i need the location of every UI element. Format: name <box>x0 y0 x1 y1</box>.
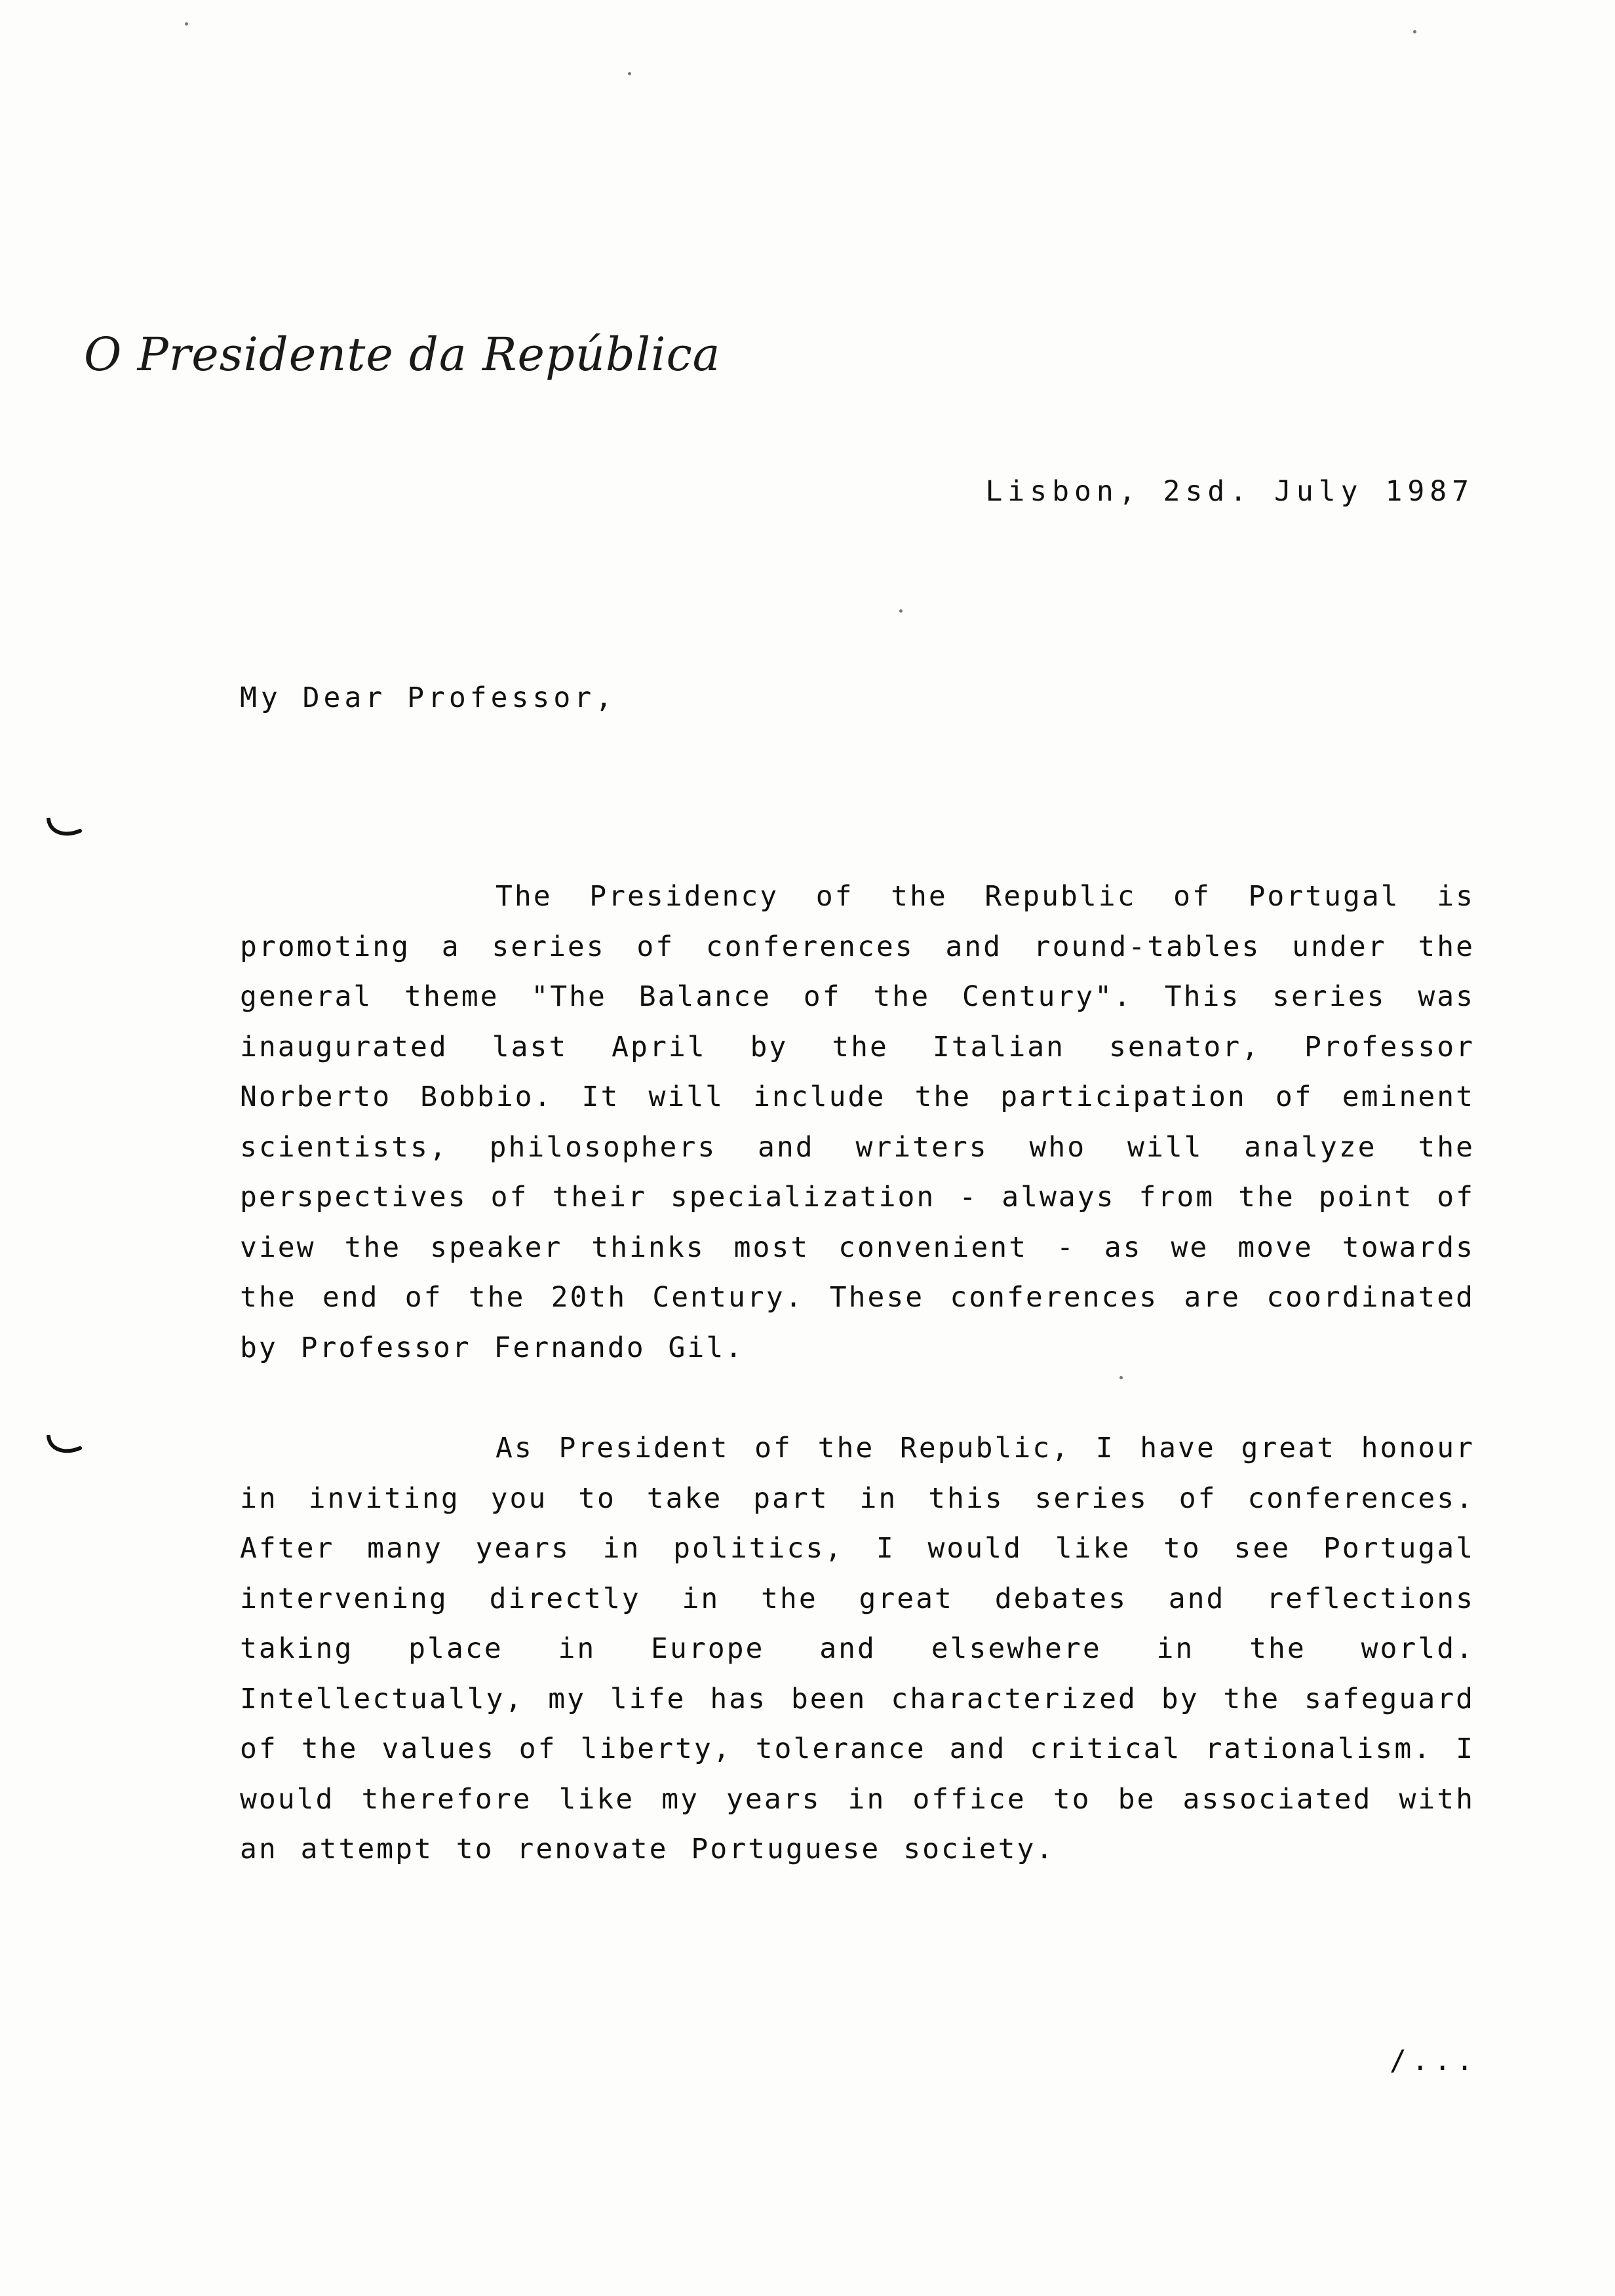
paper-speck <box>1413 30 1416 33</box>
letter-date: Lisbon, 2sd. July 1987 <box>985 475 1474 508</box>
punch-hole-mark-icon <box>46 1435 83 1456</box>
continuation-mark: /... <box>1390 2044 1479 2077</box>
salutation: My Dear Professor, <box>240 681 616 714</box>
paper-speck <box>899 609 903 613</box>
paragraph-2-text: As President of the Republic, I have great honour in inviting you to take part in this series of conferences. After many years in politics, I would like to see Portugal intervening directly in the great debates and reflections taking place in Europe and elsewhere in the world. Intellectually, my life has been characterized by the safeguard of the values of liberty, tolerance and critical rationalism. I would therefore like my years in office to be associated with an attempt to renovate Portuguese society. <box>240 1432 1475 1866</box>
paper-speck <box>628 72 631 75</box>
paper-speck <box>185 22 188 26</box>
paragraph-1 <box>240 871 1475 1373</box>
paragraph-1-text: The Presidency of the Republic of Portugal is promoting a series of conferences and round-tables under the general theme "The Balance of the Century". This series was inaugurated last April by the Italian senator, Professor Norberto Bobbio. It will include the participation of eminent scientists, philosophers and writers who will analyze the perspectives of their specialization - always from the point of view the speaker thinks most convenient - as we move towards the end of the 20th Century. These conferences are coordinated by Professor Fernando Gil. <box>240 880 1475 1364</box>
letterhead-title: O Presidente da República <box>84 328 721 381</box>
paper-speck <box>1119 1376 1123 1379</box>
paragraph-2 <box>240 1423 1475 1875</box>
punch-hole-mark-icon <box>46 818 83 839</box>
